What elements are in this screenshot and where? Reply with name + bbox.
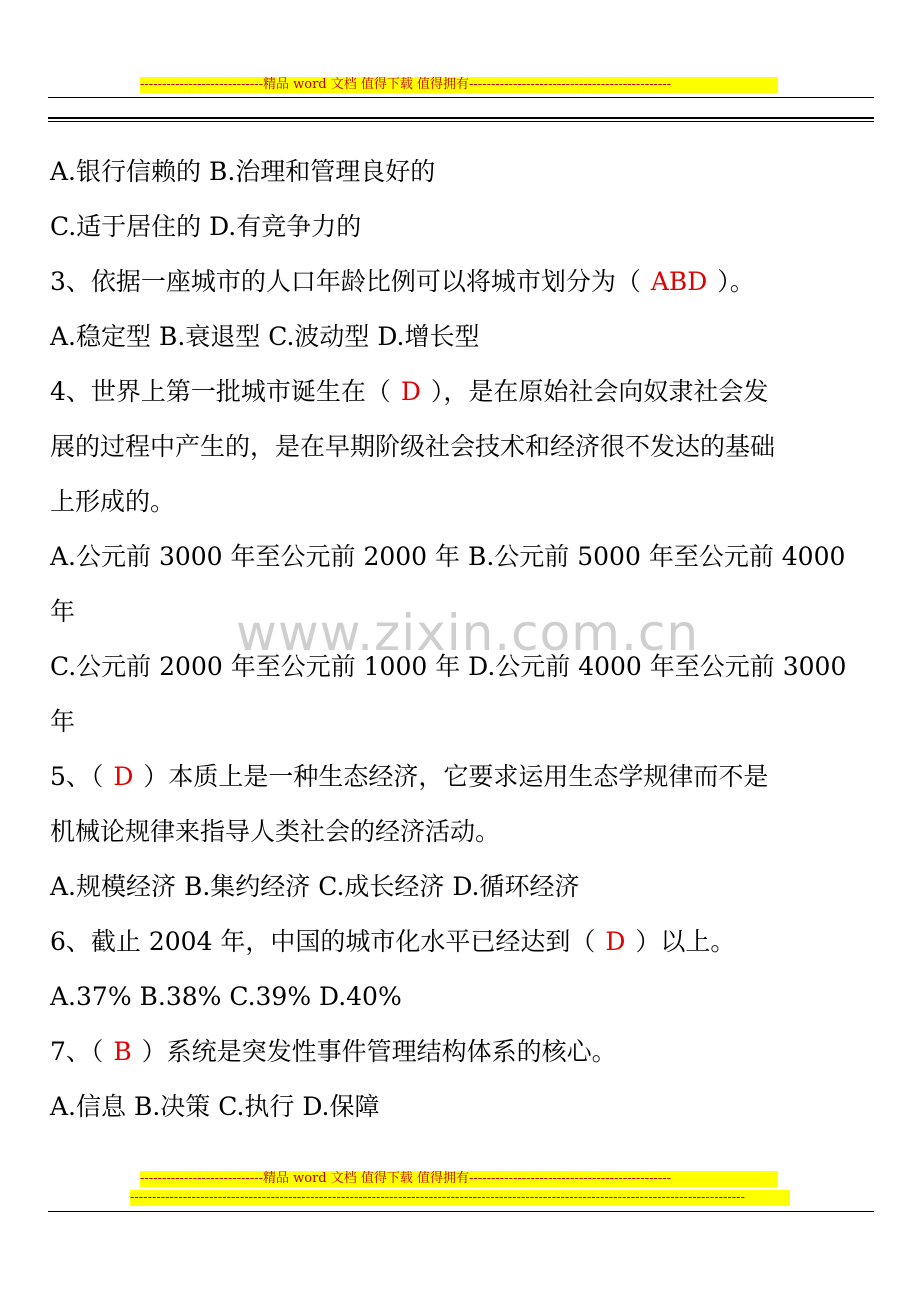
question-4: [50, 377, 768, 407]
q2-options-ab: A.银行信赖的 B.治理和管理良好的: [50, 157, 436, 186]
question-4-text-end: ），是在原始社会向奴隶社会发: [422, 377, 769, 406]
watermark: www.zixin.com.cn: [236, 604, 700, 662]
question-7: [50, 1037, 617, 1067]
question-6-text-end: ）以上。: [627, 927, 736, 956]
question-7-answer: B: [113, 1037, 132, 1066]
question-6: [50, 927, 735, 957]
question-5-text-end: ）本质上是一种生态经济，它要求运用生态学规律而不是: [135, 762, 769, 791]
question-5-text: 5、（: [50, 762, 112, 791]
question-4-line-2: 展的过程中产生的，是在早期阶级社会技术和经济很不发达的基础: [50, 432, 776, 461]
question-4-answer: D: [400, 377, 421, 406]
q2-options-cd: C.适于居住的 D.有竞争力的: [50, 212, 362, 241]
question-6-options: A.37% B.38% C.39% D.40%: [50, 982, 402, 1011]
question-4-options-ab-wrap: 年: [50, 597, 76, 626]
question-5-line-2: 机械论规律来指导人类社会的经济活动。: [50, 817, 501, 846]
question-6-answer: D: [605, 927, 626, 956]
question-3-answer: ABD: [650, 267, 708, 296]
question-4-line-3: 上形成的。: [50, 487, 176, 516]
question-7-text: 7、（: [50, 1037, 112, 1066]
question-5-answer: D: [113, 762, 134, 791]
footer-rule: [48, 1211, 874, 1212]
question-5-options: A.规模经济 B.集约经济 C.成长经济 D.循环经济: [50, 872, 580, 901]
question-5: [50, 762, 768, 792]
question-3-text-end: ）。: [709, 267, 755, 296]
question-7-text-end: ）系统是突发性事件管理结构体系的核心。: [133, 1037, 617, 1066]
footer-dash-line: --------------------------------------------------------------------------------------------------------------------------------------------: [130, 1190, 790, 1206]
question-4-text: 4、世界上第一批城市诞生在（: [50, 377, 399, 406]
header-rule-double-bottom: [48, 121, 874, 122]
question-4-options-ab: A.公元前 3000 年至公元前 2000 年 B.公元前 5000 年至公元前 4000: [50, 542, 846, 571]
question-3: [50, 267, 755, 297]
header-rule-thin: [48, 97, 874, 98]
header-rule-double-top: [48, 117, 874, 119]
header-banner: ----------------------------精品 word 文档 值得下载 值得拥有----------------------------------------------: [140, 77, 778, 93]
question-4-options-cd: C.公元前 2000 年至公元前 1000 年 D.公元前 4000 年至公元前 3000: [50, 652, 847, 681]
question-7-options: A.信息 B.决策 C.执行 D.保障: [50, 1092, 380, 1121]
question-4-options-cd-wrap: 年: [50, 707, 76, 736]
question-3-options: A.稳定型 B.衰退型 C.波动型 D.增长型: [50, 322, 480, 351]
question-3-text: 3、依据一座城市的人口年龄比例可以将城市划分为（: [50, 267, 649, 296]
footer-banner: ----------------------------精品 word 文档 值得下载 值得拥有----------------------------------------------: [140, 1171, 778, 1187]
question-6-text: 6、截止 2004 年，中国的城市化水平已经达到（: [50, 927, 604, 956]
